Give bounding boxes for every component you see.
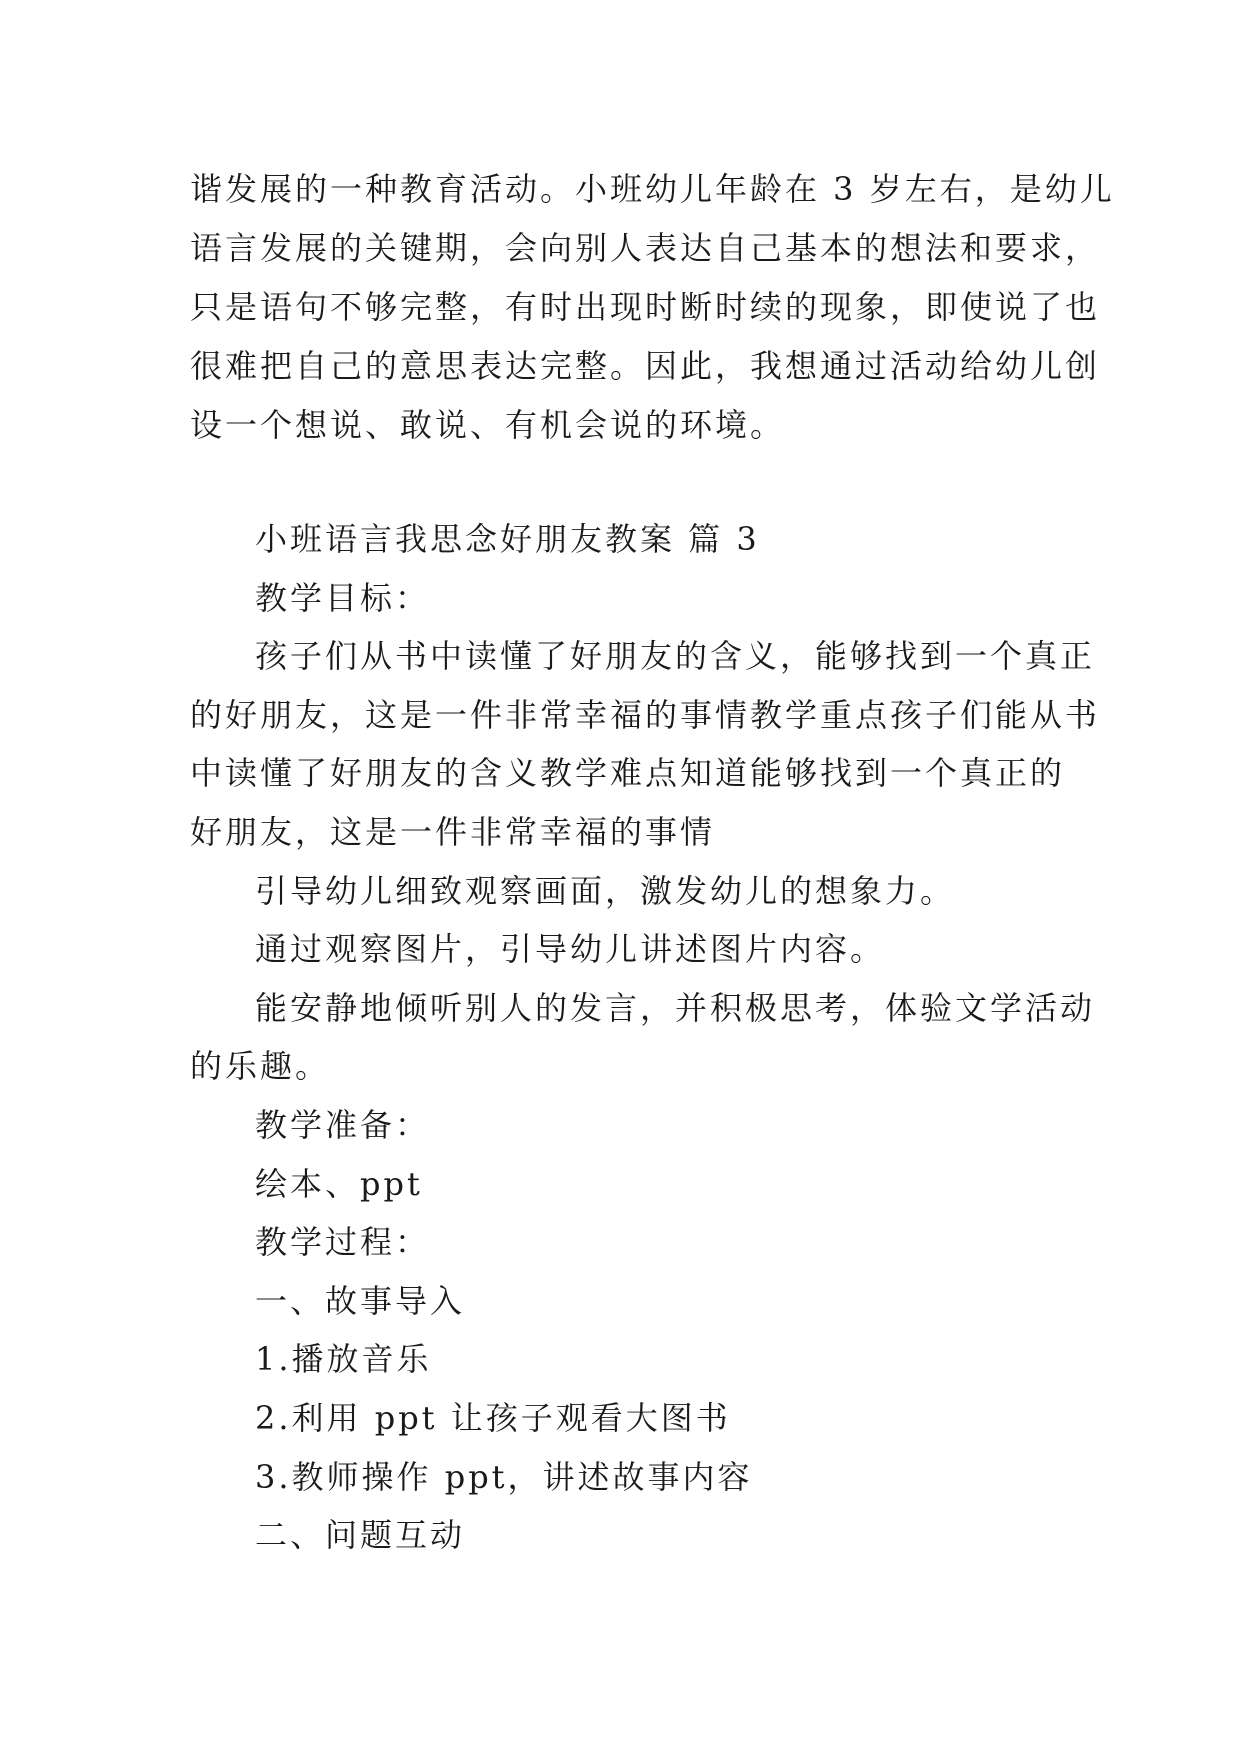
goal-item: 引导幼儿细致观察画面，激发幼儿的想象力。	[255, 871, 956, 910]
prep-items: 绘本、ppt	[255, 1164, 423, 1203]
section-heading: 小班语言我思念好朋友教案 篇 3	[255, 520, 760, 558]
paragraph-line: 语言发展的关键期，会向别人表达自己基本的想法和要求，	[190, 229, 1101, 267]
intro-paragraph	[190, 160, 1115, 455]
step-title: 一、故事导入	[255, 1281, 466, 1320]
step-item: 3.教师操作 ppt，讲述故事内容	[255, 1457, 753, 1496]
step-item: 1.播放音乐	[255, 1340, 432, 1379]
paragraph-line: 设一个想说、敢说、有机会说的环境。	[190, 406, 786, 444]
step-item: 2.利用 ppt 让孩子观看大图书	[255, 1398, 731, 1437]
paragraph-line: 谐发展的一种教育活动。小班幼儿年龄在 3 岁左右，是幼儿	[190, 170, 1115, 208]
paragraph-line: 很难把自己的意思表达完整。因此，我想通过活动给幼儿创	[190, 347, 1101, 385]
goal-paragraph-line: 中读懂了好朋友的含义教学难点知道能够找到一个真正的	[190, 754, 1066, 793]
goal-item: 通过观察图片，引导幼儿讲述图片内容。	[255, 930, 886, 969]
lesson-plan-section	[190, 510, 1101, 1565]
goal-paragraph-line: 孩子们从书中读懂了好朋友的含义，能够找到一个真正	[255, 637, 1096, 676]
goal-item: 能安静地倾听别人的发言，并积极思考，体验文学活动	[255, 988, 1096, 1027]
goal-item: 的乐趣。	[190, 1047, 331, 1086]
paragraph-line: 只是语句不够完整，有时出现时断时续的现象，即使说了也	[190, 288, 1101, 326]
process-label: 教学过程：	[255, 1223, 431, 1262]
prep-label: 教学准备：	[255, 1105, 431, 1144]
goal-label: 教学目标：	[255, 578, 431, 617]
goal-paragraph-line: 好朋友，这是一件非常幸福的事情	[190, 812, 716, 851]
goal-paragraph-line: 的好朋友，这是一件非常幸福的事情教学重点孩子们能从书	[190, 695, 1101, 734]
step-title: 二、问题互动	[255, 1516, 466, 1555]
